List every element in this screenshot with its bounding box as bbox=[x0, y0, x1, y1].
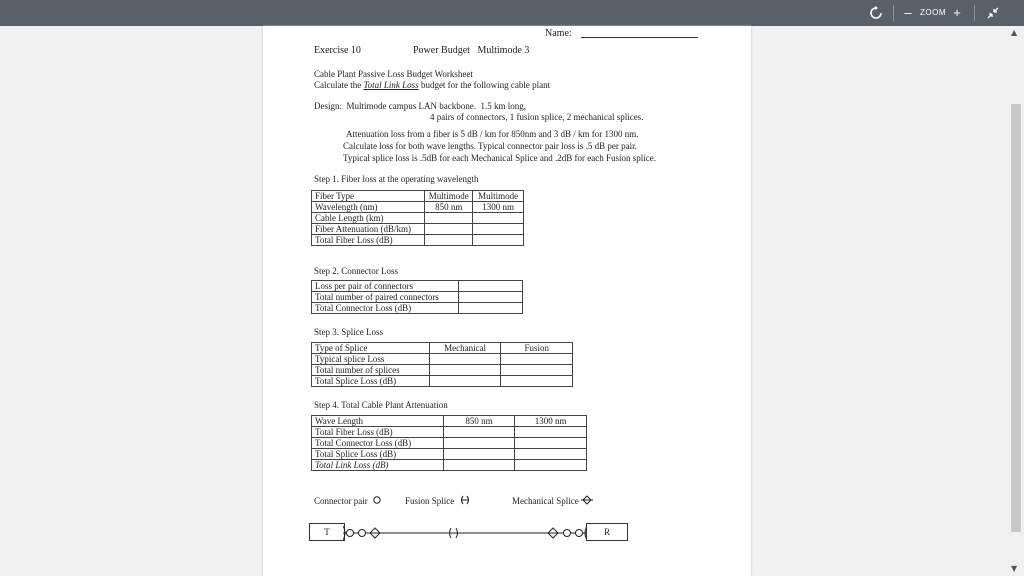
table-cell: 850 nm bbox=[425, 202, 473, 213]
answer-cell[interactable] bbox=[473, 235, 524, 246]
answer-cell[interactable] bbox=[425, 235, 473, 246]
legend-connector bbox=[314, 495, 382, 506]
attenuation-line-3: Typical splice loss is .5dB for each Mechanical Splice and .2dB for each Fusion splice. bbox=[343, 153, 657, 163]
table-row bbox=[312, 191, 524, 202]
exercise-title: Power Budget Multimode 3 bbox=[413, 45, 530, 56]
connector-pair-icon bbox=[576, 530, 583, 537]
table-row bbox=[312, 376, 573, 387]
table-cell: Fusion bbox=[501, 343, 573, 354]
table-row bbox=[312, 303, 523, 314]
table-cell: Total number of paired connectors bbox=[312, 292, 459, 303]
answer-cell[interactable] bbox=[429, 354, 501, 365]
table-cell: Fiber Attenuation (dB/km) bbox=[312, 224, 425, 235]
table-cell: 1300 nm bbox=[515, 416, 587, 427]
answer-cell[interactable] bbox=[501, 354, 573, 365]
connector-loss-table bbox=[311, 280, 523, 314]
table-cell: 1300 nm bbox=[473, 202, 524, 213]
answer-cell[interactable] bbox=[443, 460, 515, 471]
answer-cell[interactable] bbox=[515, 427, 587, 438]
design-line-1: Design: Multimode campus LAN backbone. 1.5 km long, bbox=[314, 101, 526, 111]
legend-fusion bbox=[405, 495, 471, 506]
step3-title: Step 3. Splice Loss bbox=[314, 327, 383, 337]
worksheet-title: Cable Plant Passive Loss Budget Worksheet bbox=[314, 69, 473, 79]
table-cell: Loss per pair of connectors bbox=[312, 281, 459, 292]
receiver-box: R bbox=[586, 523, 628, 541]
design-line-2: 4 pairs of connectors, 1 fusion splice, 2 mechanical splices. bbox=[430, 112, 644, 122]
zoom-in-button[interactable]: + bbox=[953, 5, 961, 20]
table-row bbox=[312, 343, 573, 354]
viewer-toolbar bbox=[0, 0, 1024, 26]
table-cell: Wavelength (nm) bbox=[312, 202, 425, 213]
scroll-down-icon[interactable]: ▼ bbox=[1011, 564, 1018, 573]
connector-pair-icon bbox=[564, 530, 571, 537]
answer-cell[interactable] bbox=[443, 427, 515, 438]
table-cell: Total Splice Loss (dB) bbox=[312, 449, 444, 460]
table-row bbox=[312, 460, 587, 471]
exercise-number: Exercise 10 bbox=[314, 45, 361, 56]
table-row bbox=[312, 427, 587, 438]
table-row bbox=[312, 224, 524, 235]
table-cell: Total Fiber Loss (dB) bbox=[312, 427, 444, 438]
table-cell: Fiber Type bbox=[312, 191, 425, 202]
table-row bbox=[312, 281, 523, 292]
answer-cell[interactable] bbox=[458, 281, 522, 292]
mechanical-splice-icon bbox=[581, 495, 593, 505]
table-cell: 850 nm bbox=[443, 416, 515, 427]
table-cell: Typical splice Loss bbox=[312, 354, 430, 365]
legend-mechanical-label: Mechanical Splice bbox=[512, 496, 579, 506]
fiber-loss-table bbox=[311, 190, 524, 246]
answer-cell[interactable] bbox=[425, 213, 473, 224]
answer-cell[interactable] bbox=[501, 365, 573, 376]
answer-cell[interactable] bbox=[429, 376, 501, 387]
table-row bbox=[312, 365, 573, 376]
table-cell: Total Splice Loss (dB) bbox=[312, 376, 430, 387]
fusion-splice-icon bbox=[459, 495, 471, 505]
rotate-icon[interactable] bbox=[866, 0, 886, 26]
table-cell: Multimode bbox=[425, 191, 473, 202]
answer-cell[interactable] bbox=[429, 365, 501, 376]
answer-cell[interactable] bbox=[501, 376, 573, 387]
table-row bbox=[312, 416, 587, 427]
table-cell: Type of Splice bbox=[312, 343, 430, 354]
instruction-text: Calculate the bbox=[314, 80, 364, 90]
answer-cell[interactable] bbox=[458, 303, 522, 314]
answer-cell[interactable] bbox=[473, 224, 524, 235]
answer-cell[interactable] bbox=[473, 213, 524, 224]
total-attenuation-table bbox=[311, 415, 587, 471]
scrollbar-thumb[interactable] bbox=[1011, 104, 1021, 532]
zoom-label: ZOOM bbox=[920, 8, 946, 17]
table-row bbox=[312, 438, 587, 449]
table-cell: Total Link Loss (dB) bbox=[312, 460, 444, 471]
connector-pair-icon bbox=[372, 495, 382, 505]
answer-cell[interactable] bbox=[515, 449, 587, 460]
answer-cell[interactable] bbox=[515, 438, 587, 449]
table-cell: Total number of splices bbox=[312, 365, 430, 376]
name-line bbox=[581, 37, 698, 38]
answer-cell[interactable] bbox=[458, 292, 522, 303]
table-cell: Total Connector Loss (dB) bbox=[312, 438, 444, 449]
collapse-icon[interactable] bbox=[982, 0, 1004, 26]
table-cell: Total Connector Loss (dB) bbox=[312, 303, 459, 314]
table-row bbox=[312, 449, 587, 460]
table-cell: Total Fiber Loss (dB) bbox=[312, 235, 425, 246]
name-label: Name: bbox=[545, 28, 572, 39]
scroll-up-icon[interactable]: ▲ bbox=[1011, 28, 1018, 37]
legend-fusion-label: Fusion Splice bbox=[405, 496, 455, 506]
table-row bbox=[312, 202, 524, 213]
table-cell: Mechanical bbox=[429, 343, 501, 354]
document-page bbox=[263, 26, 751, 576]
table-cell: Wave Length bbox=[312, 416, 444, 427]
step1-title: Step 1. Fiber loss at the operating wavelength bbox=[314, 174, 479, 184]
attenuation-line-2: Calculate loss for both wave lengths. Typical connector pair loss is .5 dB per pair. bbox=[343, 141, 637, 151]
answer-cell[interactable] bbox=[515, 460, 587, 471]
table-row bbox=[312, 235, 524, 246]
instruction bbox=[314, 80, 550, 90]
legend-connector-label: Connector pair bbox=[314, 496, 368, 506]
table-row bbox=[312, 292, 523, 303]
instruction-emphasis: Total Link Loss bbox=[363, 80, 419, 90]
instruction-text-end: budget for the following cable plant bbox=[418, 80, 551, 90]
toolbar-divider bbox=[974, 5, 975, 21]
cable-plant-diagram bbox=[343, 523, 587, 543]
vertical-scrollbar[interactable] bbox=[1008, 26, 1024, 576]
legend-mechanical bbox=[512, 495, 593, 506]
connector-pair-icon bbox=[359, 530, 366, 537]
transmitter-box: T bbox=[309, 523, 345, 541]
table-row bbox=[312, 213, 524, 224]
table-cell: Multimode bbox=[473, 191, 524, 202]
answer-cell[interactable] bbox=[443, 438, 515, 449]
connector-pair-icon bbox=[347, 530, 354, 537]
answer-cell[interactable] bbox=[443, 449, 515, 460]
toolbar-divider bbox=[893, 5, 894, 21]
answer-cell[interactable] bbox=[425, 224, 473, 235]
attenuation-line-1: Attenuation loss from a fiber is 5 dB / km for 850nm and 3 dB / km for 1300 nm. bbox=[346, 129, 639, 139]
table-cell: Cable Length (km) bbox=[312, 213, 425, 224]
step2-title: Step 2. Connector Loss bbox=[314, 266, 398, 276]
zoom-out-button[interactable]: – bbox=[904, 5, 912, 20]
step4-title: Step 4. Total Cable Plant Attenuation bbox=[314, 400, 448, 410]
splice-loss-table bbox=[311, 342, 573, 387]
table-row bbox=[312, 354, 573, 365]
